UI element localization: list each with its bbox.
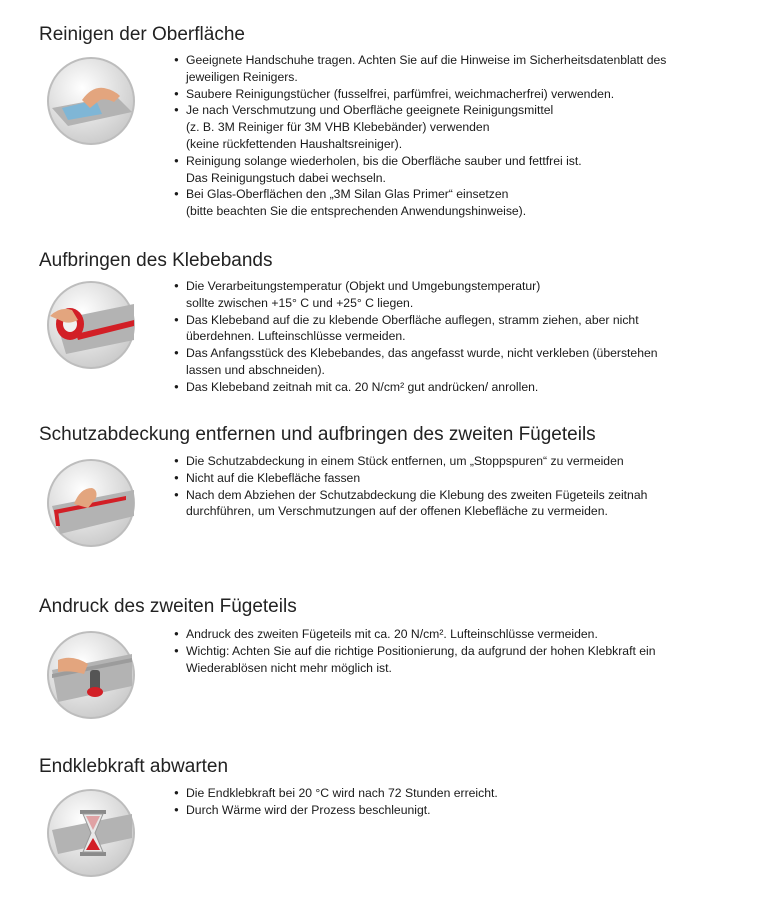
cleaning-cloth-icon — [46, 56, 136, 146]
section-title: Andruck des zweiten Fügeteils — [39, 596, 297, 617]
list-item: ● Das Klebeband auf die zu klebende Oberfläche auflegen, stramm ziehen, aber nicht überdehnen. Lufteinschlüsse vermeiden. — [174, 312, 734, 346]
list-item: ● Das Klebeband zeitnah mit ca. 20 N/cm² gut andrücken/ anrollen. — [174, 379, 734, 396]
bullet-list — [174, 626, 734, 676]
bullet-list — [174, 785, 734, 819]
list-item: ● Durch Wärme wird der Prozess beschleunigt. — [174, 802, 734, 819]
pressure-roller-icon — [46, 630, 136, 720]
list-item: ● Bei Glas-Oberflächen den „3M Silan Glas Primer“ einsetzen (bitte beachten Sie die entsprechenden Anwendungshinweise). — [174, 186, 734, 220]
list-item: ● Die Endklebkraft bei 20 °C wird nach 72 Stunden erreicht. — [174, 785, 734, 802]
list-item: ● Die Verarbeitungstemperatur (Objekt und Umgebungstemperatur) sollte zwischen +15° C und +25° C liegen. — [174, 278, 734, 312]
list-item: ● Nicht auf die Klebefläche fassen — [174, 470, 734, 487]
list-item: ● Die Schutzabdeckung in einem Stück entfernen, um „Stoppspuren“ zu vermeiden — [174, 453, 734, 470]
section-title: Schutzabdeckung entfernen und aufbringen des zweiten Fügeteils — [39, 424, 596, 445]
bullet-list — [174, 52, 734, 220]
list-item: ● Geeignete Handschuhe tragen. Achten Sie auf die Hinweise im Sicherheitsdatenblatt des jeweiligen Reinigers. — [174, 52, 734, 86]
list-item: ● Saubere Reinigungstücher (fusselfrei, parfümfrei, weichmacherfrei) verwenden. — [174, 86, 734, 103]
section-title: Aufbringen des Klebebands — [39, 250, 273, 271]
liner-removal-icon — [46, 458, 136, 548]
hourglass-icon — [46, 788, 136, 878]
tape-roll-icon — [46, 280, 136, 370]
bullet-list — [174, 453, 734, 520]
section-title: Reinigen der Oberfläche — [39, 24, 245, 45]
list-item: ● Andruck des zweiten Fügeteils mit ca. 20 N/cm². Lufteinschlüsse vermeiden. — [174, 626, 734, 643]
list-item: ● Das Anfangsstück des Klebebandes, das angefasst wurde, nicht verkleben (überstehen lassen und abschneiden). — [174, 345, 734, 379]
list-item: ● Je nach Verschmutzung und Oberfläche geeignete Reinigungsmittel (z. B. 3M Reiniger für 3M VHB Klebebänder) verwenden (keine rückfettenden Haushaltsreiniger). — [174, 102, 734, 152]
list-item: ● Nach dem Abziehen der Schutzabdeckung die Klebung des zweiten Fügeteils zeitnah durchführen, um Verschmutzungen auf der offenen Klebefläche zu vermeiden. — [174, 487, 734, 521]
bullet-list — [174, 278, 734, 396]
list-item: ● Reinigung solange wiederholen, bis die Oberfläche sauber und fettfrei ist. Das Reinigungstuch dabei wechseln. — [174, 153, 734, 187]
section-title: Endklebkraft abwarten — [39, 756, 229, 777]
list-item: ● Wichtig: Achten Sie auf die richtige Positionierung, da aufgrund der hohen Klebkraft ein Wiederablösen nicht mehr möglich ist. — [174, 643, 734, 677]
